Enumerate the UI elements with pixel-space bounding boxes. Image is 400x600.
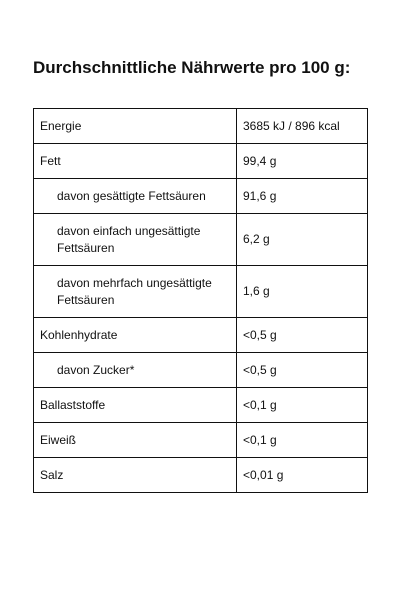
nutrient-name: davon einfach ungesättigte Fettsäuren <box>34 214 237 266</box>
nutrient-value: <0,1 g <box>237 423 368 458</box>
table-row <box>34 266 368 318</box>
page-title: Durchschnittliche Nährwerte pro 100 g: <box>33 58 351 77</box>
nutrient-name: Energie <box>34 109 237 144</box>
nutrient-value: 3685 kJ / 896 kcal <box>237 109 368 144</box>
nutrient-name: Kohlenhydrate <box>34 318 237 353</box>
nutrient-name: Ballaststoffe <box>34 388 237 423</box>
nutrient-value: 99,4 g <box>237 144 368 179</box>
nutrient-name: Fett <box>34 144 237 179</box>
nutrient-value: <0,5 g <box>237 318 368 353</box>
table-row <box>34 214 368 266</box>
table-row <box>34 458 368 493</box>
nutrient-name: Eiweiß <box>34 423 237 458</box>
nutrient-value: 6,2 g <box>237 214 368 266</box>
table-row <box>34 144 368 179</box>
nutrient-value: <0,1 g <box>237 388 368 423</box>
nutrient-value: <0,01 g <box>237 458 368 493</box>
nutrient-name: davon gesättigte Fettsäuren <box>34 179 237 214</box>
nutrient-name: Salz <box>34 458 237 493</box>
table-row <box>34 109 368 144</box>
table-row <box>34 318 368 353</box>
table-row <box>34 179 368 214</box>
nutrient-value: <0,5 g <box>237 353 368 388</box>
table-row <box>34 388 368 423</box>
table-row <box>34 353 368 388</box>
nutrition-table <box>33 108 368 493</box>
nutrient-value: 1,6 g <box>237 266 368 318</box>
nutrient-name: davon mehrfach ungesättigte Fettsäuren <box>34 266 237 318</box>
nutrient-name: davon Zucker* <box>34 353 237 388</box>
table-row <box>34 423 368 458</box>
nutrient-value: 91,6 g <box>237 179 368 214</box>
